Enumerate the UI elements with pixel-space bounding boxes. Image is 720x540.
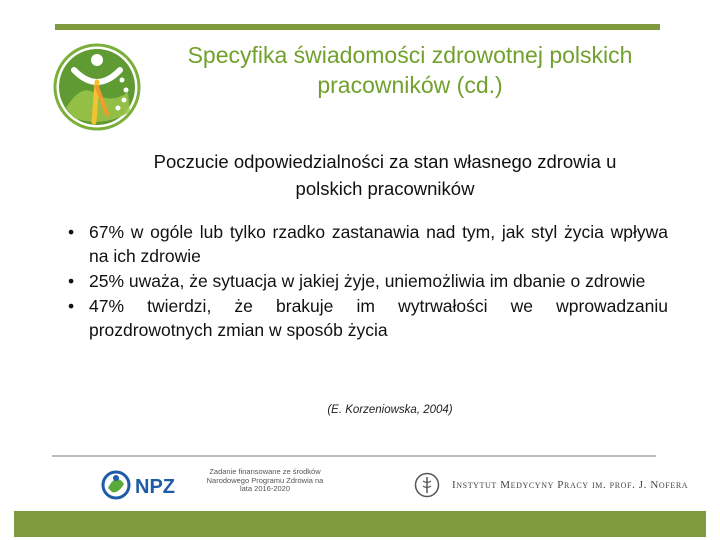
footer-divider xyxy=(52,455,656,457)
top-accent-bar xyxy=(55,24,660,30)
wellness-figure-icon xyxy=(52,42,142,132)
institute-name: Instytut Medycyny Pracy im. prof. J. Nofera xyxy=(452,479,689,491)
bullet-text: 67% w ogóle lub tylko rzadko zastanawia nad tym, jak styl życia wpływa na ich zdrowie xyxy=(89,222,668,266)
npz-logo-icon xyxy=(98,466,190,506)
funding-note: Zadanie finansowane ze środków Narodowego Programu Zdrowia na lata 2016-2020 xyxy=(206,467,324,493)
slide-title: Specyfika świadomości zdrowotnej polskich pracowników (cd.) xyxy=(187,42,633,98)
bullet-marker: • xyxy=(68,271,75,291)
bullet-text: 25% uważa, że sytuacja w jakiej żyje, uniemożliwia im dbanie o zdrowie xyxy=(89,271,646,291)
bullet-marker: • xyxy=(68,296,75,316)
bullet-item xyxy=(68,294,668,342)
institute-emblem-icon xyxy=(414,472,440,498)
bottom-accent-bar xyxy=(14,511,706,537)
slide-subtitle: Poczucie odpowiedzialności za stan własnego zdrowia u polskich pracowników xyxy=(153,151,617,199)
npz-logo-text: NPZ xyxy=(135,476,175,498)
bullet-list xyxy=(68,220,668,343)
bullet-item xyxy=(68,220,668,268)
bullet-marker: • xyxy=(68,222,75,242)
citation: (E. Korzeniowska, 2004) xyxy=(327,404,453,416)
bullet-text: 47% twierdzi, że brakuje im wytrwałości we wprowadzaniu prozdrowotnych zmian w sposób życia xyxy=(89,296,668,340)
bullet-item xyxy=(68,269,668,293)
